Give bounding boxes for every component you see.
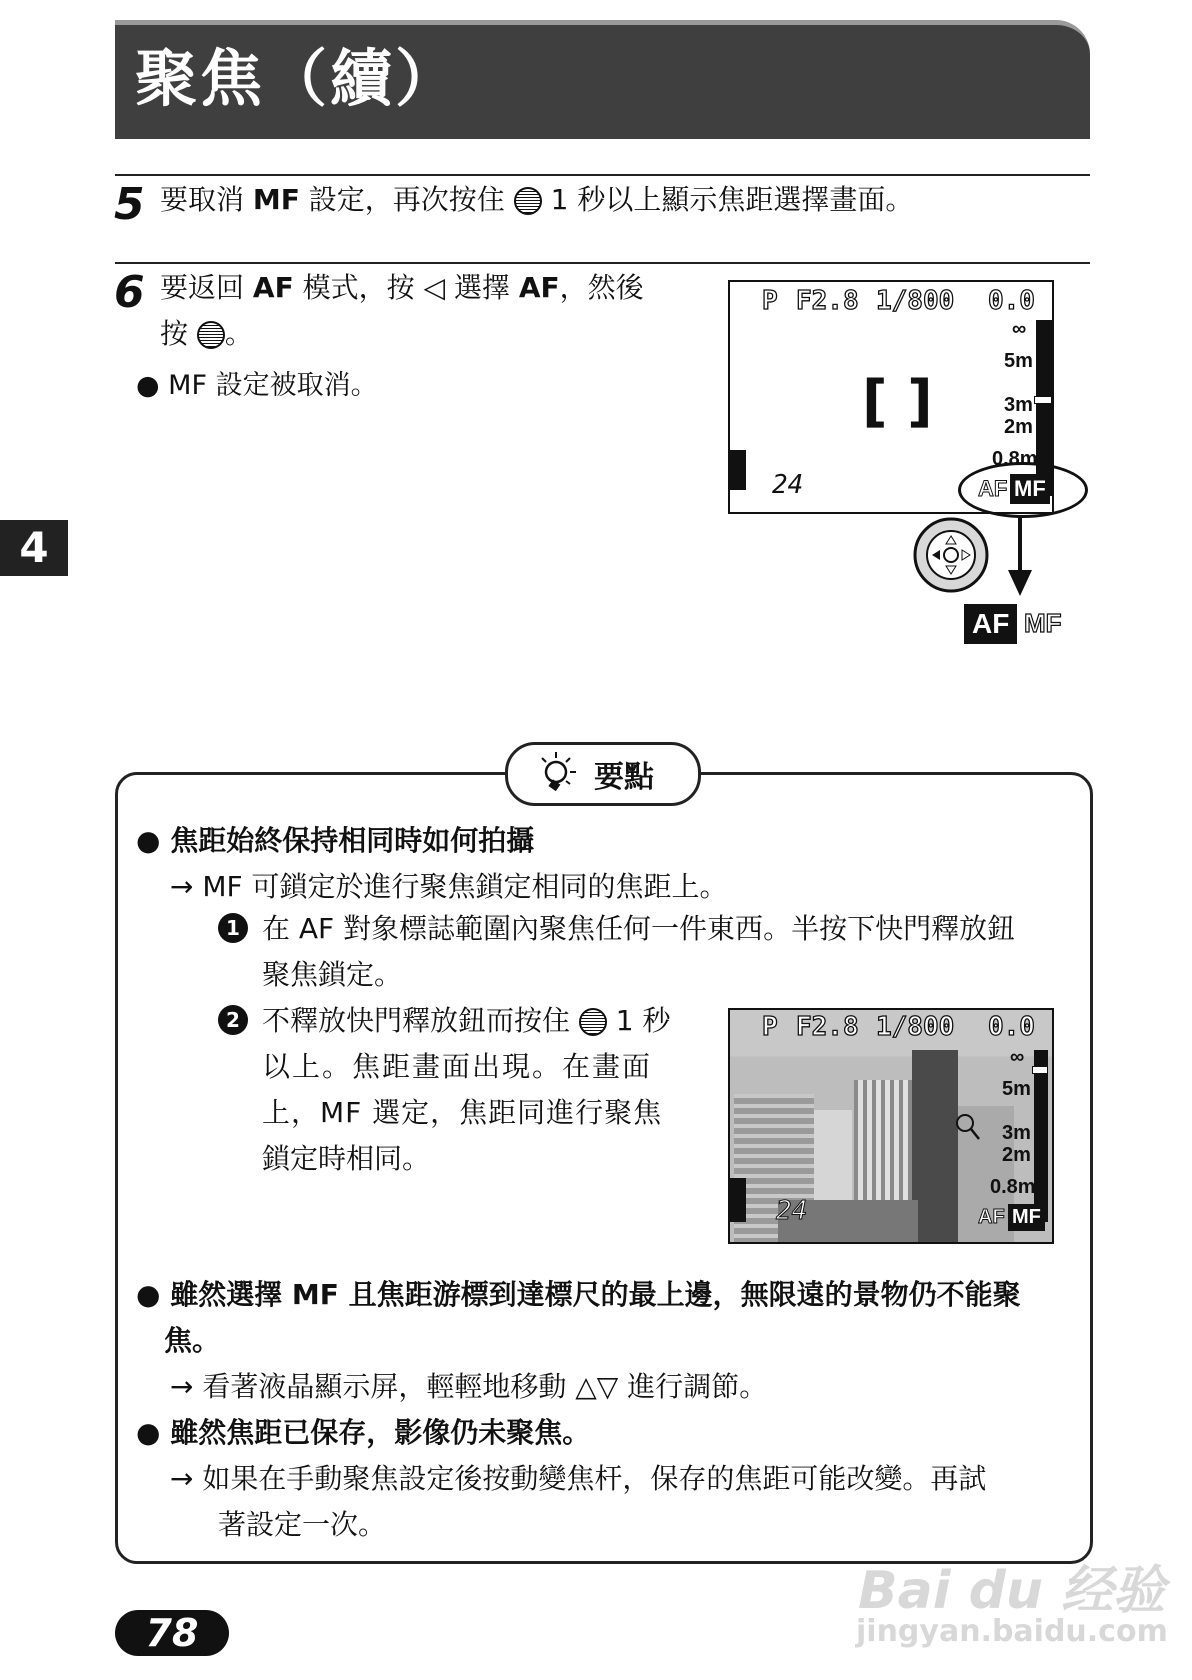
step6-bullet-text: MF 設定被取消。 [168, 370, 378, 401]
step5-mf: MF [252, 183, 300, 216]
lcd2-shutter: 1/800 [876, 1012, 955, 1042]
step6-af: AF [252, 271, 294, 304]
step5-text [160, 180, 913, 220]
lcd2-mf: MF [1008, 1204, 1045, 1231]
page-title: 聚焦（續） [135, 42, 461, 115]
lcd-ev: 0.0 [988, 286, 1035, 316]
lcd-mode: P [762, 286, 778, 316]
tip1-s2d: 鎖定時相同。 [262, 1142, 431, 1175]
tip3-head: ● 雖然焦距已保存，影像仍未聚焦。 [136, 1416, 591, 1449]
tip1-head-text: 焦距始終保持相同時如何拍攝 [170, 824, 535, 857]
watermark-brand: Bai du 经验 [858, 1561, 1165, 1621]
step6-l1b: 模式，按 ◁ 選擇 [293, 271, 519, 304]
lcd2-af: AF [978, 1206, 1005, 1228]
divider [115, 174, 1090, 176]
step6-l1c: ，然後 [559, 271, 644, 304]
scale-inf: ∞ [1012, 318, 1027, 340]
lcd2-count: 24 [776, 1196, 808, 1226]
focus-scale-bar [1034, 1050, 1048, 1222]
af-target-mark: [ ] [862, 369, 933, 434]
lcd-shutter: 1/800 [876, 286, 955, 316]
focus-cursor [1032, 1066, 1048, 1074]
step6-l2a: 按 [160, 317, 197, 350]
step-circle-1: 1 [218, 913, 248, 943]
tip3-head-text: 雖然焦距已保存，影像仍未聚焦。 [170, 1416, 591, 1449]
step5-mid: 設定，再次按住 [299, 183, 514, 216]
lcd2-aperture: F2.8 [796, 1012, 859, 1042]
step6-line1 [160, 268, 644, 308]
step6-af2: AF [518, 271, 560, 304]
tip1-s2b: 以上。焦距畫面出現。在畫面 [262, 1050, 653, 1083]
scale-08m: 0.8m [992, 448, 1038, 470]
tip1-s2a [262, 998, 671, 1044]
scale-5m: 5m [1004, 350, 1033, 372]
step-number-5: 5 [114, 179, 145, 230]
tip1-arrow-text: MF 可鎖定於進行聚焦鎖定相同的焦距上。 [202, 870, 728, 903]
arrow-pad-icon [912, 516, 990, 594]
tip3-arrow1: → 如果在手動聚焦設定後按動變焦杆，保存的焦距可能改變。再試 [170, 1462, 987, 1495]
building [912, 1050, 958, 1244]
step-number-6: 6 [114, 267, 145, 318]
step6-bullet: ● MF 設定被取消。 [136, 370, 378, 401]
scale-inf: ∞ [1010, 1046, 1025, 1068]
lcd-mf: MF [1010, 474, 1050, 504]
tip3-arrow1-text: 如果在手動聚焦設定後按動變焦杆，保存的焦距可能改變。再試 [202, 1462, 987, 1495]
scale-3m: 3m [1002, 1122, 1031, 1144]
scale-2m: 2m [1004, 416, 1033, 438]
step6-l1a: 要返回 [160, 271, 253, 304]
step5-post: 1 秒以上顯示焦距選擇畫面。 [541, 183, 914, 216]
step6-l2b: 。 [224, 317, 253, 350]
magnifier-icon [954, 1112, 982, 1142]
lightbulb-icon [536, 748, 582, 794]
scale-5m: 5m [1002, 1078, 1031, 1100]
chapter-tab: 4 [0, 520, 68, 576]
battery-indicator [730, 450, 746, 490]
tip1-s2c: 上，MF 選定，焦距同進行聚焦 [262, 1096, 663, 1129]
tip2-arrow-text: 看著液晶顯示屏，輕輕地移動 △▽ 進行調節。 [202, 1370, 768, 1403]
battery-indicator [730, 1178, 746, 1222]
scale-08m: 0.8m [990, 1176, 1036, 1198]
lcd-af: AF [978, 476, 1008, 501]
tip2-head2: 焦。 [164, 1324, 221, 1357]
page-number: 78 [115, 1610, 229, 1656]
lcd2-mode: P [762, 1012, 778, 1042]
selector-af: AF [964, 604, 1017, 644]
tip1-s2a-text: 不釋放快門釋放鈕而按住 [262, 1004, 579, 1037]
tip2-head1: ● 雖然選擇 MF 且焦距游標到達標尺的最上邊，無限遠的景物仍不能聚 [136, 1278, 1021, 1311]
tip2-head1-text: 雖然選擇 MF 且焦距游標到達標尺的最上邊，無限遠的景物仍不能聚 [170, 1278, 1021, 1311]
tip1-s2a2-text: 1 秒 [606, 1004, 671, 1037]
step5-pre: 要取消 [160, 183, 253, 216]
ok-button-icon [197, 321, 225, 349]
scale-3m: 3m [1004, 394, 1033, 416]
step-circle-2: 2 [218, 1005, 248, 1035]
watermark-url: jingyan.baidu.com [856, 1614, 1168, 1649]
tip2-arrow: → 看著液晶顯示屏，輕輕地移動 △▽ 進行調節。 [170, 1370, 768, 1403]
tip1-arrow: → MF 可鎖定於進行聚焦鎖定相同的焦距上。 [170, 870, 728, 903]
tips-label: 要點 [594, 760, 654, 795]
scale-2m: 2m [1002, 1144, 1031, 1166]
arrow-shaft [1018, 516, 1022, 572]
step6-line2 [160, 314, 253, 354]
ok-button-icon [579, 1008, 607, 1036]
ok-button-icon [514, 187, 542, 215]
lcd2-ev: 0.0 [988, 1012, 1035, 1042]
selector-mf: MF [1024, 608, 1062, 638]
tip1-head: ● 焦距始終保持相同時如何拍攝 [136, 824, 535, 857]
down-arrow-icon [1008, 570, 1032, 596]
divider [115, 262, 1090, 264]
tip1-s1b: 聚焦鎖定。 [262, 958, 403, 991]
tip3-arrow2: 著設定一次。 [218, 1508, 387, 1541]
focus-cursor [1034, 396, 1052, 404]
lcd-count: 24 [772, 470, 804, 500]
tip1-s1a: 在 AF 對象標誌範圍內聚焦任何一件東西。半按下快門釋放鈕 [262, 912, 1016, 945]
lcd-aperture: F2.8 [796, 286, 859, 316]
